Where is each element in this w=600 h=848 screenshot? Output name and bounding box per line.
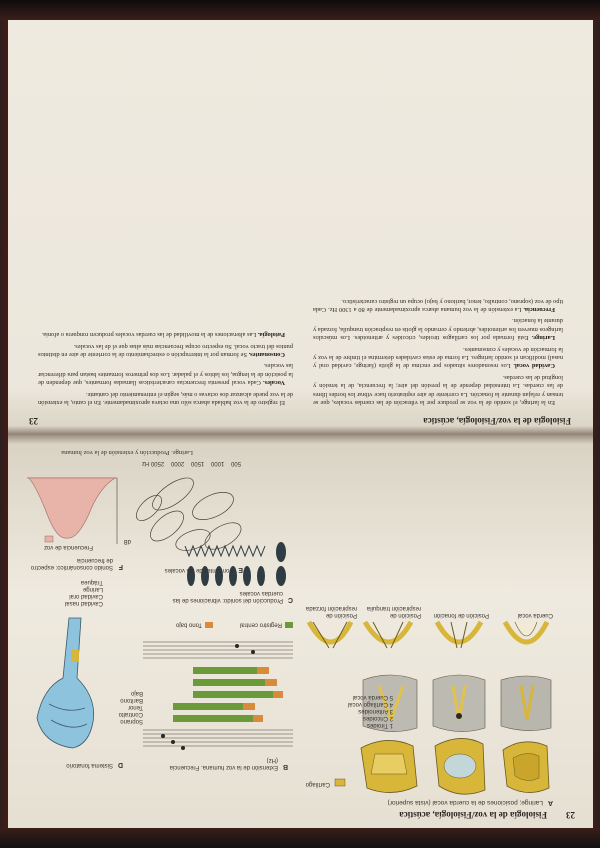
tract-label-oral: Cavidad oral [69, 593, 103, 599]
running-header: Fisiología de la voz/Fisiología, acústica [423, 416, 571, 426]
spectrum-chart [23, 468, 123, 548]
figure-page [8, 436, 593, 828]
formant-tick-1500: 1500 [190, 460, 205, 466]
legend-item-tiroides: 1 Tiroides [366, 722, 393, 728]
larynx-illustrations [307, 603, 557, 798]
glottis-position-2 [437, 622, 481, 648]
position-label-1: Cuerda vocal [517, 612, 553, 618]
glottis-position-3 [365, 622, 411, 648]
voice-label-bajo: Bajo [130, 690, 143, 696]
paragraph: Cavidad vocal. Los resonadores situados por encima de la glotis (faringe, cavidad oral y nasal) modifican el sonido laríngeo. La forma de estas cavidades determina el timbre de la voz y la formación de vocales y consonantes. [313, 345, 563, 370]
section-f-title: Sonido consonántico: espectro de frecuencia [30, 557, 113, 570]
book-edge-top [0, 0, 600, 20]
vocal-tract-labels [65, 578, 103, 606]
cartilage-label: Cartílago [305, 781, 330, 787]
voice-bars [173, 667, 283, 722]
legend-item-cartilago-vocal: 4 Cartílago vocal [347, 701, 393, 707]
voice-label-baritono: Barítono [120, 697, 143, 703]
formant-ticks [142, 459, 241, 466]
region-swatch-green [285, 622, 293, 628]
section-a-title: Laringe; posiciones de la cuerda vocal (vista superior) [387, 799, 543, 806]
voice-label-tenor: Tenor [127, 704, 143, 710]
open-book-spread [8, 20, 593, 828]
larynx-legend [348, 693, 393, 728]
paragraph: Patología. Las alteraciones de la movilidad de las cuerdas vocales producen ronquera o afonía. [41, 331, 285, 339]
region-label-central: Registro central [239, 621, 282, 628]
formant-tick-1000: 1000 [210, 460, 225, 466]
book-edge-bottom [0, 828, 600, 848]
tract-label-nasal: Cavidad nasal [64, 600, 103, 606]
text-column-right [38, 327, 293, 406]
book-gutter [8, 426, 593, 444]
cartilage-view-2 [435, 738, 485, 794]
paragraph: Consonantes. Se forman por la interrupción o estrechamiento de la corriente de aire en distintos puntos del tracto vocal. Su espectro ocupa frecuencias más altas que el de las vocales. [38, 342, 293, 358]
spectrum-legend: Frecuencia de voz [43, 544, 93, 550]
region-legend-1 [240, 620, 293, 628]
voice-label-contralto: Contralto [118, 711, 143, 717]
section-e-title: Formantes de las vocales [164, 567, 233, 573]
cartilage-swatch [335, 779, 345, 786]
section-b-letter: B [282, 763, 288, 770]
legend-item-cricoides: 2 Cricoides [362, 715, 393, 721]
spectrum-axis-label: dB [123, 538, 131, 544]
paragraph: En la laringe, el sonido de la voz se produce por la vibración de las cuerdas vocales, que se tensan y relajan durante la fonación. La corriente de aire espiratorio hace vibrar los bordes libres de las cuerdas. La intensidad depende de la presión del aire; la frecuencia, de la tensión y longitud de las cuerdas. [313, 373, 563, 406]
section-c-letter: C [287, 596, 293, 603]
running-header: Fisiología de la voz/Fisiología, acústica [399, 810, 547, 820]
glottis-position-4 [309, 622, 351, 648]
formant-tick-2000: 2000 [170, 460, 185, 466]
section-a-letter: A [547, 799, 553, 806]
section-c-title: Producción del sonido: vibraciones de las cuerdas vocales [172, 590, 283, 603]
voice-range-chart [143, 631, 293, 756]
tract-label-laringe: Laringe [82, 586, 103, 592]
section-e-letter: E [238, 566, 243, 573]
position-label-2: Posición de fonación [433, 612, 489, 618]
paragraph: Frecuencia. La extensión de la voz humana abarca aproximadamente de 80 a 1300 Hz. Cada tipo de voz (soprano, contralto, tenor, barítono y bajo) ocupa un registro característico. [313, 297, 563, 313]
paragraph: Laringe. Está formada por los cartílagos tiroides, cricoides y aritenoides. Los músculos laríngeos mueven los aritenoides, abriendo y cerrando la glotis en respiración tranquila, forzada y durante la fonación. [313, 317, 563, 342]
section-d-letter: D [117, 761, 123, 768]
position-label-3: Posición de respiración tranquila [366, 605, 421, 618]
tract-label-traquea: Tráquea [80, 579, 103, 585]
glottis-position-1 [505, 622, 547, 642]
text-page [8, 20, 593, 436]
formant-axis-label: Hz [141, 460, 150, 466]
text-column-left [313, 293, 563, 406]
section-b-title: Extensión de la voz humana. Frecuencia (Hz) [169, 757, 278, 770]
position-label-4: Posición de respiración forzada [305, 605, 357, 618]
region-label-bajo: Tono bajo [175, 621, 202, 628]
larynx-top-view-1 [501, 676, 551, 731]
section-f-letter: F [118, 563, 123, 570]
formant-tick-500: 500 [230, 460, 241, 466]
region-legend-2 [176, 620, 213, 628]
formant-chart [123, 466, 253, 566]
formant-tick-2500: 2500 [150, 460, 165, 466]
cartilage-view-3 [361, 740, 417, 792]
paragraph: Vocales. Cada vocal presenta frecuencias características llamadas formantes, que dependen de la posición de la lengua, los labios y el paladar. Los dos primeros formantes bastan para diferenciar las vocales. [38, 362, 293, 387]
region-swatch-orange [205, 622, 213, 628]
voice-label-soprano: Soprano [120, 718, 143, 724]
vocal-tract-illustration [23, 608, 133, 758]
page-number: 23 [29, 416, 38, 426]
paragraph: El registro de la voz hablada abarca sólo una octava aproximadamente. En el canto, la extensión de la voz puede alcanzar dos octavas o más, según el entrenamiento del cantante. [38, 390, 293, 406]
legend-item-cuerda-vocal: 5 Cuerda vocal [352, 694, 393, 700]
page-number: 23 [566, 810, 575, 820]
legend-item-aritenoides: 3 Aritenoides [358, 708, 393, 714]
figure-footer-caption: Laringe. Producción y extensión de la voz humana [61, 449, 193, 456]
larynx-top-view-2 [433, 675, 485, 732]
cartilage-view-1 [503, 742, 549, 793]
section-d-title: Sistema fonatorio [66, 762, 113, 768]
